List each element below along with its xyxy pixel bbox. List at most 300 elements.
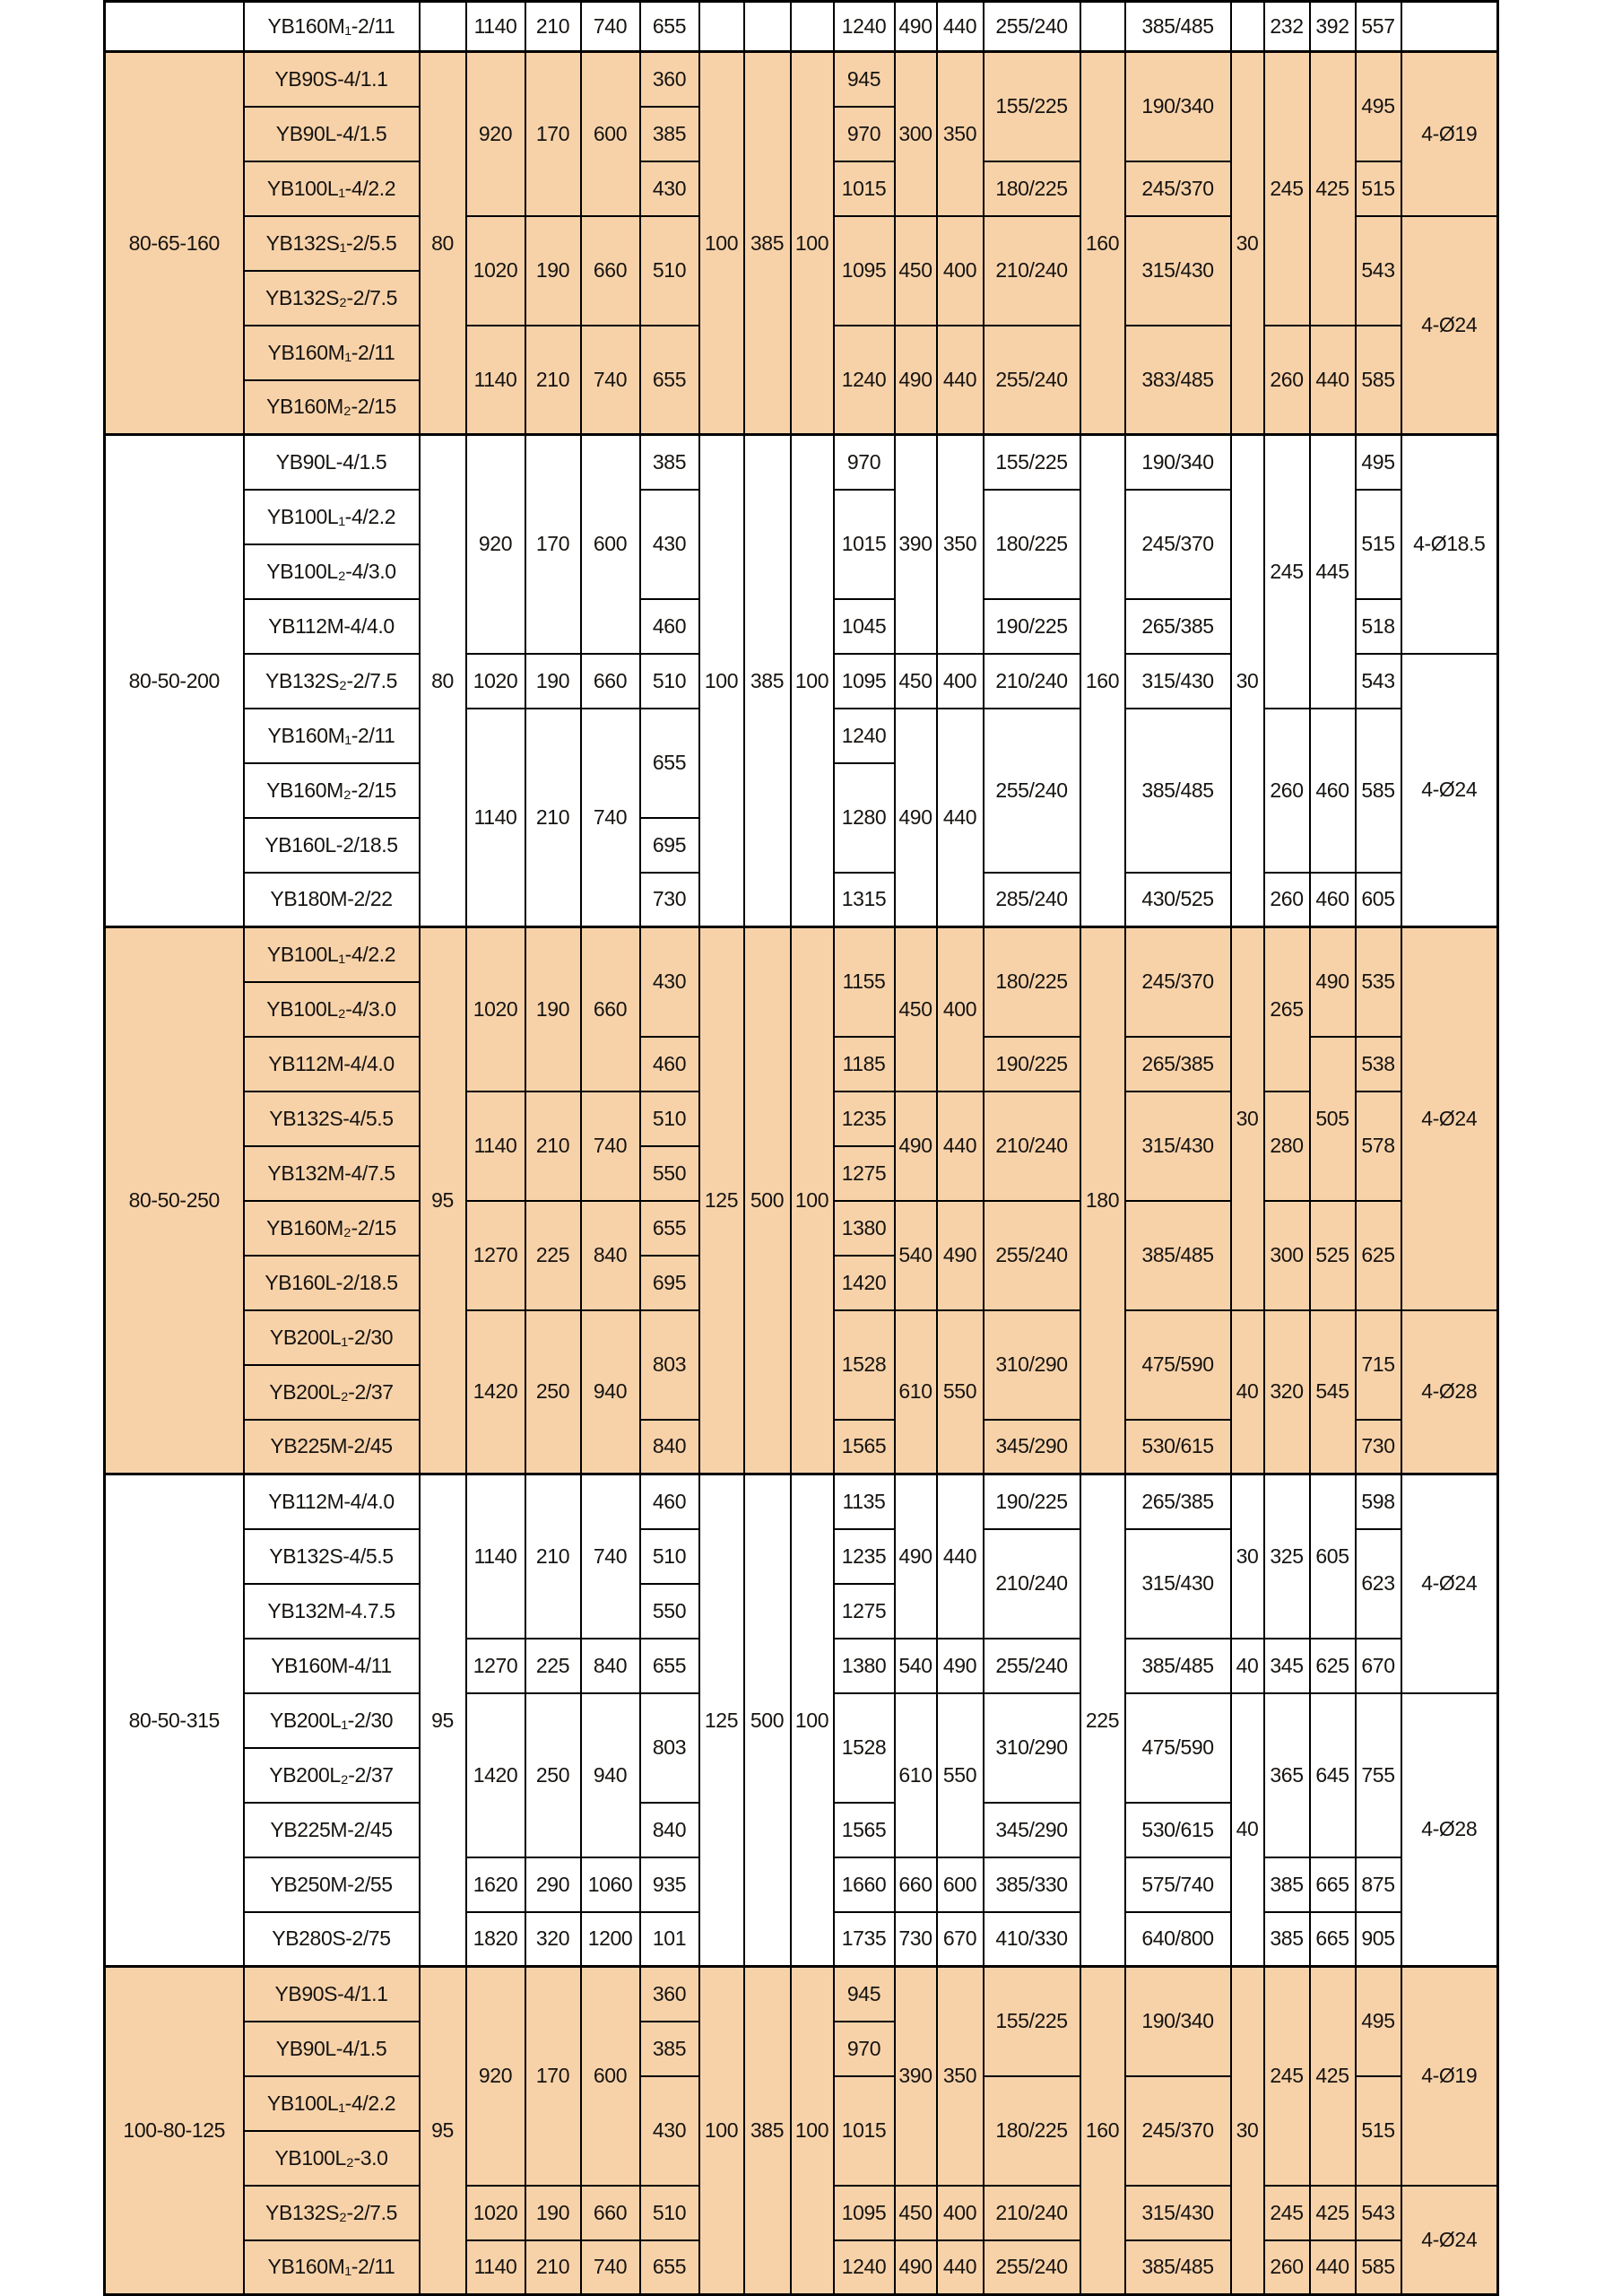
dim-t-cell: 543 — [1356, 216, 1401, 326]
dim-r-cell: 365 — [1264, 1693, 1310, 1857]
dim-l-cell: 660 — [895, 1857, 937, 1912]
dim-q-cell: 40 — [1231, 1639, 1264, 1693]
dim-m-cell: 550 — [937, 1693, 984, 1857]
dim-i-cell: 385 — [744, 435, 791, 927]
dim-r-cell: 245 — [1264, 2186, 1310, 2240]
dim-d-cell: 1140 — [466, 709, 525, 927]
dim-t-cell: 538 — [1356, 1037, 1401, 1091]
dim-g-cell: 695 — [640, 1256, 699, 1310]
motor-model-cell: YB132M-4/7.5 — [244, 1146, 420, 1201]
dim-k-cell: 1528 — [834, 1310, 895, 1420]
dim-k-cell: 1015 — [834, 2076, 895, 2186]
motor-model-cell: YB200L₁-2/30 — [244, 1693, 420, 1748]
dim-k-cell: 1275 — [834, 1584, 895, 1639]
dim-e-cell: 170 — [525, 52, 581, 216]
dim-r-cell: 385 — [1264, 1857, 1310, 1912]
dim-m-cell: 440 — [937, 326, 984, 435]
dim-k-cell: 1045 — [834, 599, 895, 654]
dim-t-cell: 495 — [1356, 52, 1401, 161]
dim-l-cell: 490 — [895, 1474, 937, 1639]
dim-f-cell: 940 — [581, 1310, 640, 1474]
bolt-holes-cell: 4-Ø28 — [1401, 1693, 1498, 1967]
dim-f-cell: 740 — [581, 709, 640, 927]
dim-g-cell: 430 — [640, 490, 699, 599]
dim-k-cell: 1660 — [834, 1857, 895, 1912]
dim-l-cell: 390 — [895, 435, 937, 654]
dim-s-cell: 440 — [1310, 2240, 1356, 2295]
dim-g-cell: 550 — [640, 1584, 699, 1639]
dim-p-cell: 315/430 — [1125, 216, 1231, 326]
dim-h-cell — [699, 2, 744, 52]
dim-e-cell: 190 — [525, 927, 581, 1091]
motor-model-cell: YB112M-4/4.0 — [244, 1474, 420, 1529]
dim-p-cell: 385/485 — [1125, 1201, 1231, 1310]
dim-d-cell: 1020 — [466, 2186, 525, 2240]
dim-q-cell: 30 — [1231, 52, 1264, 435]
dim-q-cell: 30 — [1231, 927, 1264, 1310]
dim-f-cell: 660 — [581, 927, 640, 1091]
dim-k-cell: 1185 — [834, 1037, 895, 1091]
dim-p-cell: 475/590 — [1125, 1693, 1231, 1803]
motor-model-cell: YB100L₂-4/3.0 — [244, 982, 420, 1037]
dim-l-cell: 300 — [895, 52, 937, 216]
dim-n-cell: 285/240 — [984, 873, 1080, 927]
dim-p-cell: 315/430 — [1125, 654, 1231, 709]
dim-c-cell: 80 — [420, 435, 466, 927]
dim-d-cell: 920 — [466, 1967, 525, 2186]
dim-s-cell: 665 — [1310, 1857, 1356, 1912]
dim-c-cell: 95 — [420, 927, 466, 1474]
dim-g-cell: 655 — [640, 1201, 699, 1256]
table-row — [105, 927, 1498, 982]
dim-m-cell: 400 — [937, 2186, 984, 2240]
dim-n-cell: 345/290 — [984, 1803, 1080, 1857]
dim-r-cell: 280 — [1264, 1091, 1310, 1201]
dim-g-cell: 510 — [640, 216, 699, 326]
dim-g-cell: 460 — [640, 599, 699, 654]
dim-n-cell: 255/240 — [984, 326, 1080, 435]
dim-l-cell: 490 — [895, 326, 937, 435]
dim-t-cell: 515 — [1356, 161, 1401, 216]
dim-h-cell: 100 — [699, 435, 744, 927]
table-body — [105, 2, 1498, 2295]
dim-f-cell: 740 — [581, 2240, 640, 2295]
dim-i-cell: 385 — [744, 1967, 791, 2295]
pump-model-cell: 80-65-160 — [105, 52, 244, 435]
dim-g-cell: 385 — [640, 435, 699, 490]
dim-p-cell: 640/800 — [1125, 1912, 1231, 1967]
dim-l-cell: 490 — [895, 2, 937, 52]
dim-c-cell: 95 — [420, 1967, 466, 2295]
dim-d-cell: 1420 — [466, 1693, 525, 1857]
dim-g-cell: 840 — [640, 1803, 699, 1857]
motor-model-cell: YB225M-2/45 — [244, 1803, 420, 1857]
dim-g-cell: 460 — [640, 1474, 699, 1529]
dim-m-cell: 400 — [937, 216, 984, 326]
dim-p-cell: 190/340 — [1125, 52, 1231, 161]
dim-e-cell: 210 — [525, 2240, 581, 2295]
dim-s-cell: 545 — [1310, 1310, 1356, 1474]
dim-p-cell: 245/370 — [1125, 2076, 1231, 2186]
table-row — [105, 1474, 1498, 1529]
dim-l-cell: 540 — [895, 1201, 937, 1310]
dim-e-cell: 170 — [525, 1967, 581, 2186]
dim-k-cell: 1240 — [834, 2, 895, 52]
dim-f-cell: 1060 — [581, 1857, 640, 1912]
dim-l-cell: 540 — [895, 1639, 937, 1693]
dim-f-cell: 660 — [581, 2186, 640, 2240]
dim-o-cell: 160 — [1080, 1967, 1125, 2295]
motor-model-cell: YB100L₂-3.0 — [244, 2131, 420, 2186]
motor-model-cell: YB200L₂-2/37 — [244, 1748, 420, 1803]
dim-i-cell — [744, 2, 791, 52]
dim-s-cell: 490 — [1310, 927, 1356, 1037]
dim-p-cell: 190/340 — [1125, 435, 1231, 490]
dim-l-cell: 610 — [895, 1693, 937, 1857]
pump-model-cell — [105, 2, 244, 52]
dim-p-cell: 265/385 — [1125, 1474, 1231, 1529]
dim-d-cell: 920 — [466, 435, 525, 654]
dim-l-cell: 390 — [895, 1967, 937, 2186]
dim-k-cell: 1015 — [834, 161, 895, 216]
dim-t-cell: 875 — [1356, 1857, 1401, 1912]
dim-n-cell: 155/225 — [984, 1967, 1080, 2076]
dim-f-cell: 840 — [581, 1639, 640, 1693]
dim-d-cell: 1270 — [466, 1639, 525, 1693]
dim-g-cell: 430 — [640, 161, 699, 216]
dim-m-cell: 670 — [937, 1912, 984, 1967]
dim-t-cell: 623 — [1356, 1529, 1401, 1639]
dim-s-cell: 645 — [1310, 1693, 1356, 1857]
dim-e-cell: 250 — [525, 1310, 581, 1474]
dim-g-cell: 655 — [640, 2240, 699, 2295]
dim-i-cell: 500 — [744, 927, 791, 1474]
dim-m-cell: 600 — [937, 1857, 984, 1912]
dim-o-cell: 160 — [1080, 52, 1125, 435]
dim-s-cell: 440 — [1310, 326, 1356, 435]
dim-l-cell: 450 — [895, 654, 937, 709]
dim-k-cell: 1095 — [834, 2186, 895, 2240]
bolt-holes-cell: 4-Ø28 — [1401, 1310, 1498, 1474]
dim-m-cell: 440 — [937, 2, 984, 52]
dim-g-cell: 655 — [640, 709, 699, 818]
dim-k-cell: 1565 — [834, 1420, 895, 1474]
dim-n-cell: 345/290 — [984, 1420, 1080, 1474]
dim-l-cell: 450 — [895, 927, 937, 1091]
dim-k-cell: 1420 — [834, 1256, 895, 1310]
motor-model-cell: YB132S₂-2/7.5 — [244, 271, 420, 326]
dim-p-cell: 245/370 — [1125, 490, 1231, 599]
motor-model-cell: YB200L₁-2/30 — [244, 1310, 420, 1365]
dim-d-cell: 1140 — [466, 2, 525, 52]
dim-k-cell: 1315 — [834, 873, 895, 927]
dim-g-cell: 655 — [640, 2, 699, 52]
dim-l-cell: 490 — [895, 1091, 937, 1201]
motor-model-cell: YB180M-2/22 — [244, 873, 420, 927]
table-row — [105, 52, 1498, 107]
dim-e-cell: 320 — [525, 1912, 581, 1967]
dim-t-cell: 515 — [1356, 2076, 1401, 2186]
motor-model-cell: YB280S-2/75 — [244, 1912, 420, 1967]
pump-spec-table — [103, 0, 1499, 2296]
motor-model-cell: YB100L₁-4/2.2 — [244, 2076, 420, 2131]
dim-g-cell: 360 — [640, 52, 699, 107]
pump-model-cell: 80-50-250 — [105, 927, 244, 1474]
dim-s-cell: 665 — [1310, 1912, 1356, 1967]
dim-q-cell: 30 — [1231, 1474, 1264, 1639]
dim-r-cell: 245 — [1264, 435, 1310, 709]
dim-g-cell: 550 — [640, 1146, 699, 1201]
motor-model-cell: YB160M₂-2/15 — [244, 763, 420, 818]
dim-s-cell: 625 — [1310, 1639, 1356, 1693]
dim-i-cell: 500 — [744, 1474, 791, 1967]
dim-l-cell: 450 — [895, 2186, 937, 2240]
motor-model-cell: YB132M-4.7.5 — [244, 1584, 420, 1639]
dim-g-cell: 510 — [640, 1091, 699, 1146]
pump-model-cell: 80-50-200 — [105, 435, 244, 927]
dim-k-cell: 1735 — [834, 1912, 895, 1967]
motor-model-cell: YB160M₁-2/11 — [244, 2240, 420, 2295]
dim-t-cell: 730 — [1356, 1420, 1401, 1474]
dim-n-cell: 210/240 — [984, 1529, 1080, 1639]
dim-d-cell: 920 — [466, 52, 525, 216]
dim-g-cell: 510 — [640, 654, 699, 709]
dim-g-cell: 510 — [640, 2186, 699, 2240]
dim-k-cell: 1240 — [834, 709, 895, 763]
dim-k-cell: 1015 — [834, 490, 895, 599]
dim-f-cell: 740 — [581, 326, 640, 435]
bolt-holes-cell: 4-Ø24 — [1401, 216, 1498, 435]
dim-t-cell: 605 — [1356, 873, 1401, 927]
dim-r-cell: 245 — [1264, 52, 1310, 326]
dim-g-cell: 510 — [640, 1529, 699, 1584]
dim-t-cell: 670 — [1356, 1639, 1401, 1693]
dim-e-cell: 190 — [525, 654, 581, 709]
dim-n-cell: 385/330 — [984, 1857, 1080, 1912]
dim-g-cell: 803 — [640, 1310, 699, 1420]
dim-j-cell: 100 — [791, 1967, 834, 2295]
dim-h-cell: 100 — [699, 52, 744, 435]
dim-k-cell: 1095 — [834, 654, 895, 709]
dim-g-cell: 360 — [640, 1967, 699, 2022]
spec-sheet — [103, 0, 1499, 2296]
dim-n-cell: 190/225 — [984, 1474, 1080, 1529]
dim-s-cell: 392 — [1310, 2, 1356, 52]
dim-n-cell: 310/290 — [984, 1693, 1080, 1803]
dim-h-cell: 125 — [699, 1474, 744, 1967]
dim-t-cell: 585 — [1356, 326, 1401, 435]
dim-f-cell: 740 — [581, 1091, 640, 1201]
motor-model-cell: YB90S-4/1.1 — [244, 1967, 420, 2022]
dim-e-cell: 225 — [525, 1201, 581, 1310]
dim-n-cell: 310/290 — [984, 1310, 1080, 1420]
dim-i-cell: 385 — [744, 52, 791, 435]
dim-n-cell: 190/225 — [984, 1037, 1080, 1091]
dim-j-cell: 100 — [791, 52, 834, 435]
dim-l-cell: 730 — [895, 1912, 937, 1967]
table-row — [105, 2, 1498, 52]
motor-model-cell: YB160M₂-2/15 — [244, 380, 420, 435]
dim-m-cell: 350 — [937, 435, 984, 654]
dim-t-cell: 755 — [1356, 1693, 1401, 1857]
dim-e-cell: 210 — [525, 326, 581, 435]
dim-q-cell: 40 — [1231, 1310, 1264, 1474]
dim-f-cell: 660 — [581, 654, 640, 709]
dim-f-cell: 600 — [581, 1967, 640, 2186]
dim-j-cell: 100 — [791, 1474, 834, 1967]
dim-t-cell: 715 — [1356, 1310, 1401, 1420]
dim-t-cell: 518 — [1356, 599, 1401, 654]
motor-model-cell: YB132S₁-2/5.5 — [244, 216, 420, 271]
dim-t-cell: 625 — [1356, 1201, 1401, 1310]
motor-model-cell: YB200L₂-2/37 — [244, 1365, 420, 1420]
dim-e-cell: 250 — [525, 1693, 581, 1857]
dim-o-cell: 180 — [1080, 927, 1125, 1474]
dim-d-cell: 1140 — [466, 2240, 525, 2295]
dim-p-cell: 190/340 — [1125, 1967, 1231, 2076]
dim-r-cell: 345 — [1264, 1639, 1310, 1693]
bolt-holes-cell: 4-Ø24 — [1401, 1474, 1498, 1693]
dim-p-cell: 265/385 — [1125, 599, 1231, 654]
dim-s-cell: 425 — [1310, 52, 1356, 326]
motor-model-cell: YB100L₂-4/3.0 — [244, 544, 420, 599]
dim-p-cell: 315/430 — [1125, 2186, 1231, 2240]
dim-r-cell: 265 — [1264, 927, 1310, 1091]
dim-k-cell: 1380 — [834, 1639, 895, 1693]
dim-s-cell: 445 — [1310, 435, 1356, 709]
dim-r-cell: 232 — [1264, 2, 1310, 52]
dim-m-cell: 400 — [937, 927, 984, 1091]
motor-model-cell: YB100L₁-4/2.2 — [244, 927, 420, 982]
dim-s-cell: 425 — [1310, 2186, 1356, 2240]
motor-model-cell: YB90L-4/1.5 — [244, 107, 420, 161]
dim-d-cell: 1020 — [466, 654, 525, 709]
dim-g-cell: 803 — [640, 1693, 699, 1803]
dim-l-cell: 610 — [895, 1310, 937, 1474]
dim-h-cell: 100 — [699, 1967, 744, 2295]
dim-n-cell: 255/240 — [984, 1639, 1080, 1693]
dim-n-cell: 255/240 — [984, 709, 1080, 873]
dim-q-cell: 30 — [1231, 435, 1264, 927]
dim-g-cell: 101 — [640, 1912, 699, 1967]
motor-model-cell: YB225M-2/45 — [244, 1420, 420, 1474]
dim-k-cell: 970 — [834, 2022, 895, 2076]
dim-n-cell: 155/225 — [984, 52, 1080, 161]
dim-m-cell: 350 — [937, 1967, 984, 2186]
dim-n-cell: 180/225 — [984, 161, 1080, 216]
motor-model-cell: YB90S-4/1.1 — [244, 52, 420, 107]
dim-p-cell: 385/485 — [1125, 2240, 1231, 2295]
dim-m-cell: 400 — [937, 654, 984, 709]
dim-s-cell: 460 — [1310, 873, 1356, 927]
dim-m-cell: 350 — [937, 52, 984, 216]
dim-p-cell: 245/370 — [1125, 161, 1231, 216]
dim-l-cell: 490 — [895, 2240, 937, 2295]
dim-l-cell: 450 — [895, 216, 937, 326]
dim-j-cell — [791, 2, 834, 52]
dim-k-cell: 945 — [834, 52, 895, 107]
dim-t-cell: 578 — [1356, 1091, 1401, 1201]
dim-n-cell: 210/240 — [984, 216, 1080, 326]
dim-n-cell: 255/240 — [984, 2240, 1080, 2295]
dim-k-cell: 970 — [834, 107, 895, 161]
motor-model-cell: YB112M-4/4.0 — [244, 599, 420, 654]
bolt-holes-cell: 4-Ø19 — [1401, 1967, 1498, 2186]
dim-p-cell: 530/615 — [1125, 1803, 1231, 1857]
dim-f-cell: 1200 — [581, 1912, 640, 1967]
dim-n-cell: 210/240 — [984, 2186, 1080, 2240]
dim-d-cell: 1140 — [466, 1091, 525, 1201]
dim-t-cell: 543 — [1356, 654, 1401, 709]
dim-k-cell: 945 — [834, 1967, 895, 2022]
dim-g-cell: 840 — [640, 1420, 699, 1474]
bolt-holes-cell: 4-Ø24 — [1401, 927, 1498, 1310]
motor-model-cell: YB132S-4/5.5 — [244, 1091, 420, 1146]
table-row — [105, 1967, 1498, 2022]
dim-n-cell: 255/240 — [984, 2, 1080, 52]
dim-e-cell: 210 — [525, 709, 581, 927]
dim-t-cell: 543 — [1356, 2186, 1401, 2240]
bolt-holes-cell: 4-Ø18.5 — [1401, 435, 1498, 654]
dim-t-cell: 557 — [1356, 2, 1401, 52]
dim-r-cell: 260 — [1264, 2240, 1310, 2295]
dim-j-cell: 100 — [791, 435, 834, 927]
dim-g-cell: 385 — [640, 107, 699, 161]
dim-n-cell: 180/225 — [984, 2076, 1080, 2186]
bolt-holes-cell: 4-Ø19 — [1401, 52, 1498, 216]
dim-e-cell: 210 — [525, 2, 581, 52]
dim-g-cell: 695 — [640, 818, 699, 873]
dim-d-cell: 1270 — [466, 1201, 525, 1310]
dim-k-cell: 1240 — [834, 326, 895, 435]
dim-t-cell: 598 — [1356, 1474, 1401, 1529]
dim-g-cell: 730 — [640, 873, 699, 927]
dim-d-cell: 1420 — [466, 1310, 525, 1474]
dim-j-cell: 100 — [791, 927, 834, 1474]
dim-s-cell: 525 — [1310, 1201, 1356, 1310]
motor-model-cell: YB132S-4/5.5 — [244, 1529, 420, 1584]
dim-t-cell: 535 — [1356, 927, 1401, 1037]
dim-o-cell — [1080, 2, 1125, 52]
dim-n-cell: 190/225 — [984, 599, 1080, 654]
dim-f-cell: 600 — [581, 435, 640, 654]
dim-k-cell: 1380 — [834, 1201, 895, 1256]
dim-r-cell: 325 — [1264, 1474, 1310, 1639]
dim-r-cell: 300 — [1264, 1201, 1310, 1310]
dim-r-cell: 260 — [1264, 326, 1310, 435]
dim-g-cell: 935 — [640, 1857, 699, 1912]
dim-e-cell: 210 — [525, 1091, 581, 1201]
dim-d-cell: 1140 — [466, 326, 525, 435]
dim-t-cell: 495 — [1356, 435, 1401, 490]
dim-k-cell: 1280 — [834, 763, 895, 873]
dim-r-cell: 320 — [1264, 1310, 1310, 1474]
dim-o-cell: 225 — [1080, 1474, 1125, 1967]
dim-p-cell: 475/590 — [1125, 1310, 1231, 1420]
dim-t-cell: 515 — [1356, 490, 1401, 599]
dim-r-cell: 385 — [1264, 1912, 1310, 1967]
dim-k-cell: 1565 — [834, 1803, 895, 1857]
dim-f-cell: 600 — [581, 52, 640, 216]
motor-model-cell: YB160M₂-2/15 — [244, 1201, 420, 1256]
dim-n-cell: 255/240 — [984, 1201, 1080, 1310]
dim-q-cell: 40 — [1231, 1693, 1264, 1967]
dim-s-cell: 425 — [1310, 1967, 1356, 2186]
bolt-holes-cell: 4-Ø24 — [1401, 654, 1498, 927]
dim-d-cell: 1820 — [466, 1912, 525, 1967]
dim-g-cell: 655 — [640, 326, 699, 435]
dim-p-cell: 265/385 — [1125, 1037, 1231, 1091]
